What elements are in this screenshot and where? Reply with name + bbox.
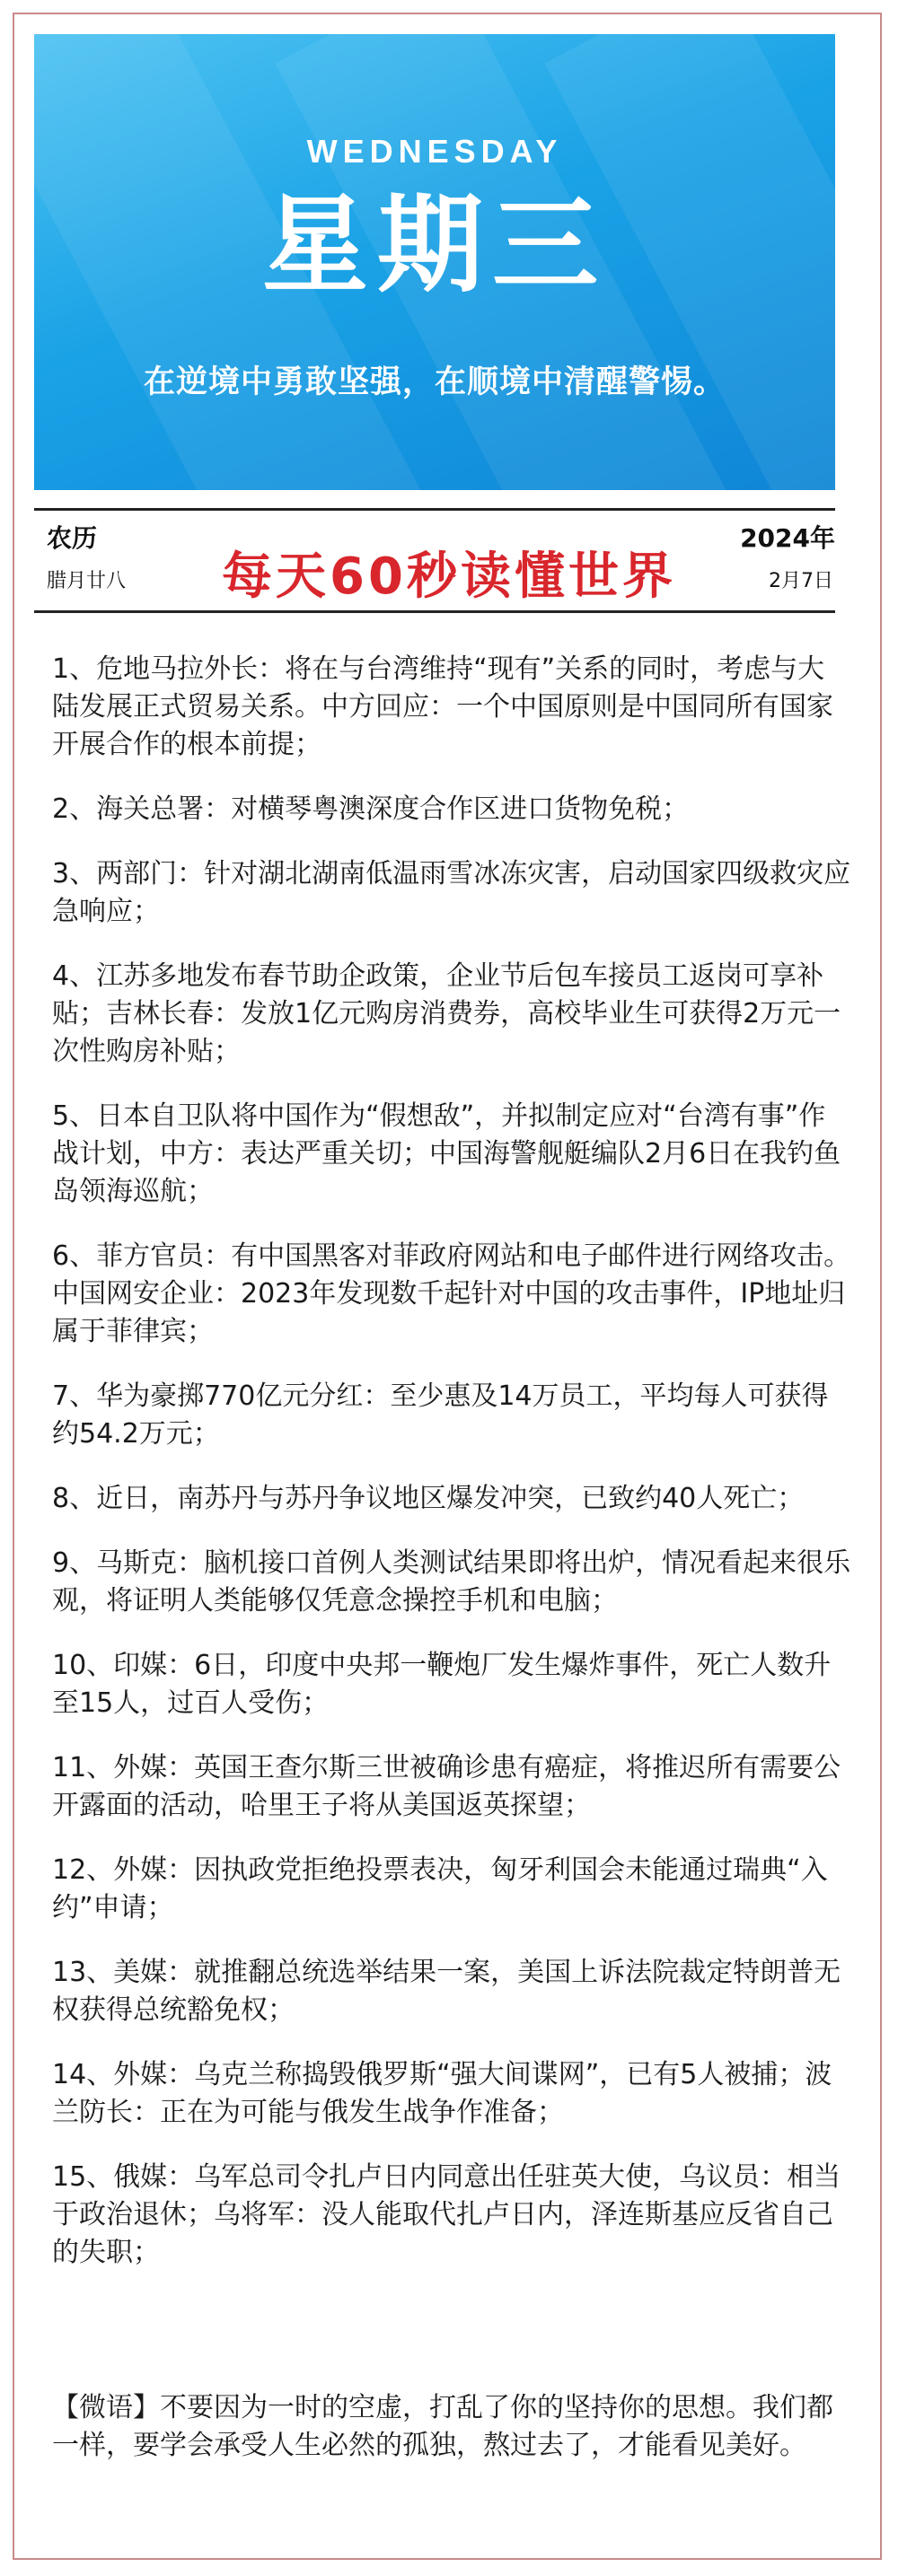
news-item: 6、菲方官员：有中国黑客对菲政府网站和电子邮件进行网络攻击。中国网安企业：2023年发现数千起针对中国的攻击事件，IP地址归属于菲律宾； [52, 1240, 851, 1347]
news-item: 9、马斯克：脑机接口首例人类测试结果即将出炉，情况看起来很乐观，将证明人类能够仅凭意念操控手机和电脑； [52, 1547, 851, 1617]
banner-motto: 在逆境中勇敢坚强，在顺境中清醒警惕。 [143, 364, 726, 400]
news-list [52, 651, 851, 2299]
date-label: 2月7日 [769, 570, 833, 592]
news-item: 12、外媒：因执政党拒绝投票表决，匈牙利国会未能通过瑞典“入约”申请； [52, 1854, 828, 1923]
lunar-date: 腊月廿八 [47, 570, 127, 592]
year-label: 2024年 [740, 523, 835, 553]
news-item: 1、危地马拉外长：将在与台湾维持“现有”关系的同时，考虑与大陆发展正式贸易关系。中方回应：一个中国原则是中国同所有国家开展合作的根本前提； [52, 653, 833, 760]
weekday-english: WEDNESDAY [306, 133, 563, 170]
news-item: 2、海关总署：对横琴粤澳深度合作区进口货物免税； [52, 793, 690, 825]
header-banner [34, 34, 835, 490]
news-item: 4、江苏多地发布春节助企政策，企业节后包车接员工返岗可享补贴；吉林长春：发放1亿元购房消费券，高校毕业生可获得2万元一次性购房补贴； [52, 960, 841, 1067]
daily-proverb: 【微语】不要因为一时的空虚，打乱了你的坚持你的思想。我们都一样，要学会承受人生必然的孤独，熬过去了，才能看见美好。 [52, 2392, 833, 2461]
news-item: 15、俄媒：乌军总司令扎卢日内同意出任驻英大使，乌议员：相当于政治退休；乌将军：没人能取代扎卢日内，泽连斯基应反省自己的失职； [52, 2161, 841, 2268]
weekday-chinese: 星期三 [261, 183, 607, 307]
divider-bottom [34, 610, 835, 613]
news-item: 3、两部门：针对湖北湖南低温雨雪冰冻灾害，启动国家四级救灾应急响应； [52, 858, 851, 927]
news-item: 10、印媒：6日，印度中央邦一鞭炮厂发生爆炸事件，死亡人数升至15人，过百人受伤； [52, 1650, 832, 1719]
news-item: 11、外媒：英国王查尔斯三世被确诊患有癌症，将推迟所有需要公开露面的活动，哈里王子将从美国返英探望； [52, 1752, 841, 1821]
masthead-title: 每天60秒读懂世界 [222, 548, 676, 606]
news-item: 14、外媒：乌克兰称捣毁俄罗斯“强大间谍网”，已有5人被捕；波兰防长：正在为可能与俄发生战争作准备； [52, 2059, 832, 2128]
divider-top [34, 508, 835, 511]
news-item: 13、美媒：就推翻总统选举结果一案，美国上诉法院裁定特朗普无权获得总统豁免权； [52, 1957, 841, 2026]
news-item: 8、近日，南苏丹与苏丹争议地区爆发冲突，已致约40人死亡； [52, 1483, 805, 1514]
news-item: 7、华为豪掷770亿元分红：至少惠及14万员工，平均每人可获得约54.2万元； [52, 1380, 829, 1450]
news-item: 5、日本自卫队将中国作为“假想敌”，并拟制定应对“台湾有事”作战计划，中方：表达严重关切；中国海警舰艇编队2月6日在我钓鱼岛领海巡航； [52, 1100, 841, 1207]
lunar-label: 农历 [47, 523, 98, 553]
